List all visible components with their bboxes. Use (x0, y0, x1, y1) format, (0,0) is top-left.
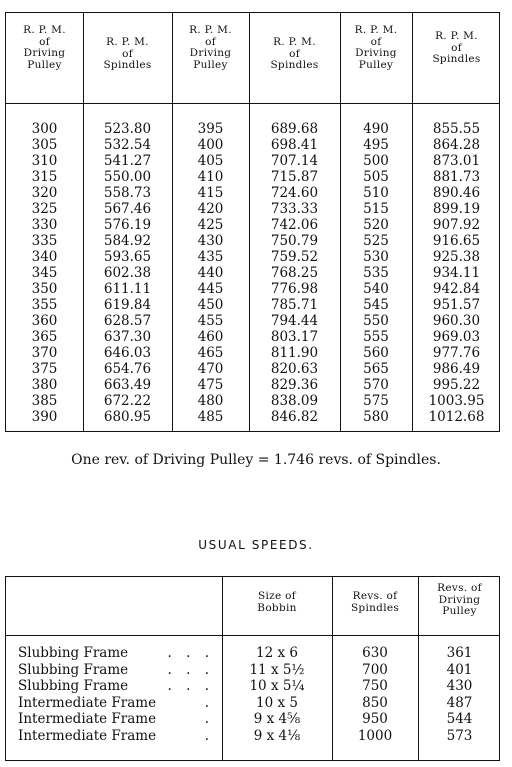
table-cell: 315 (31, 169, 58, 185)
table-cell: 355 (31, 297, 58, 313)
table-cell: 663.49 (103, 377, 152, 393)
leader-dots: . . . (167, 678, 214, 694)
table-cell: 440 (197, 265, 224, 281)
spindles-column-2 (249, 121, 340, 425)
table-cell: 520 (363, 217, 389, 233)
table-cell: 545 (363, 297, 389, 313)
frame-name: Intermediate Frame (18, 727, 157, 744)
table-cell: 535 (363, 265, 389, 281)
table-cell: 500 (363, 153, 389, 169)
table-cell: 950 (362, 711, 388, 727)
table-cell: 680.95 (103, 409, 152, 425)
table-cell: 803.17 (270, 329, 319, 345)
table-cell: 565 (363, 361, 389, 377)
usual-speeds-table (5, 576, 500, 761)
table-cell: 698.41 (270, 137, 319, 153)
table-cell: 405 (197, 153, 224, 169)
table-cell: 619.84 (103, 297, 152, 313)
table-cell: 370 (31, 345, 58, 361)
table-cell: 864.28 (432, 137, 481, 153)
table-cell: 907.92 (432, 217, 481, 233)
table-cell: 646.03 (103, 345, 152, 361)
table-cell: 330 (31, 217, 58, 233)
header-rule (6, 103, 499, 104)
table-cell: 544 (446, 711, 473, 727)
table-cell: 495 (363, 137, 389, 153)
table-cell: 934.11 (432, 265, 481, 281)
table-cell: 573 (446, 727, 473, 744)
table-cell: 977.76 (432, 345, 481, 361)
table-cell: 776.98 (270, 281, 319, 297)
table-cell: 9 x 4⅛ (253, 727, 301, 744)
table-cell: 345 (31, 265, 58, 281)
table-cell: 575 (363, 393, 389, 409)
table-cell: 487 (446, 694, 473, 711)
driving-column-1 (6, 121, 83, 425)
table-cell: 550 (363, 313, 389, 329)
table-cell: 310 (31, 153, 58, 169)
table-cell: 558.73 (103, 185, 152, 201)
leader-dots: . (204, 727, 214, 744)
table-cell: 510 (363, 185, 389, 201)
table-cell: 390 (31, 409, 58, 425)
table-row (18, 645, 214, 662)
table-cell: 401 (446, 661, 473, 678)
table-cell: 470 (197, 361, 224, 377)
frame-name: Slubbing Frame (18, 661, 129, 678)
table-cell: 576.19 (103, 217, 152, 233)
table-cell: 750.79 (270, 233, 319, 249)
table-cell: 340 (31, 249, 58, 265)
table-cell: 759.52 (270, 249, 319, 265)
pulley-column (418, 645, 501, 744)
table-cell: 602.38 (103, 265, 152, 281)
frame-name: Intermediate Frame (18, 711, 157, 727)
table-cell: 707.14 (270, 153, 319, 169)
table-cell: 890.46 (432, 185, 481, 201)
table-cell: 325 (31, 201, 58, 217)
table-cell: 515 (363, 201, 389, 217)
frame-name: Slubbing Frame (18, 645, 129, 661)
table-cell: 335 (31, 233, 58, 249)
table-cell: 550.00 (103, 169, 152, 185)
table-cell: 465 (197, 345, 224, 361)
header-spindles: R. P. M. of Spindles (103, 36, 152, 71)
table-cell: 523.80 (103, 121, 152, 137)
table-cell: 969.03 (432, 329, 481, 345)
table-cell: 555 (363, 329, 389, 345)
table-cell: 1012.68 (428, 409, 485, 425)
table-cell: 361 (446, 645, 473, 661)
table-cell: 505 (363, 169, 389, 185)
driving-column-2 (172, 121, 249, 425)
table-cell: 951.57 (432, 297, 481, 313)
leader-dots: . (204, 711, 214, 727)
table-cell: 375 (31, 361, 58, 377)
table-cell: 530 (363, 249, 389, 265)
table-cell: 724.60 (270, 185, 319, 201)
table-cell: 395 (197, 121, 224, 137)
table-cell: 435 (197, 249, 224, 265)
leader-dots: . . . (167, 645, 214, 661)
header-driving-pulley: R. P. M. of Driving Pulley (189, 24, 232, 71)
header-size-of-bobbin: Size of Bobbin (257, 590, 297, 614)
driving-column-3 (340, 121, 412, 425)
usual-speeds-title: USUAL SPEEDS. (198, 538, 314, 552)
header-revs-of-spindles: Revs. of Spindles (350, 590, 400, 614)
ratio-caption: One rev. of Driving Pulley = 1.746 revs. of Spindles. (71, 452, 441, 468)
table-cell: 672.22 (103, 393, 152, 409)
table-cell: 540 (363, 281, 389, 297)
header-revs-of-driving-pulley: Revs. of Driving Pulley (437, 582, 482, 617)
table-cell: 9 x 4⅝ (253, 711, 301, 727)
speeds-table (5, 12, 500, 432)
table-cell: 584.92 (103, 233, 152, 249)
table-cell: 425 (197, 217, 224, 233)
table-cell: 415 (197, 185, 224, 201)
table-cell: 365 (31, 329, 58, 345)
table-cell: 580 (363, 409, 389, 425)
table-row (18, 728, 214, 745)
table-cell: 541.27 (103, 153, 152, 169)
table-cell: 750 (362, 678, 388, 694)
table-cell: 846.82 (270, 409, 319, 425)
table-cell: 995.22 (432, 377, 481, 393)
table-cell: 785.71 (270, 297, 319, 313)
table-cell: 380 (31, 377, 58, 393)
table-cell: 430 (197, 233, 224, 249)
table-cell: 689.68 (270, 121, 319, 137)
table-cell: 916.65 (432, 233, 481, 249)
table-cell: 637.30 (103, 329, 152, 345)
table-cell: 475 (197, 377, 224, 393)
table-cell: 490 (363, 121, 389, 137)
table-cell: 829.36 (270, 377, 319, 393)
table-cell: 410 (197, 169, 224, 185)
table-cell: 593.65 (103, 249, 152, 265)
table-cell: 485 (197, 409, 224, 425)
table-cell: 855.55 (432, 121, 481, 137)
table-cell: 768.25 (270, 265, 319, 281)
table-cell: 630 (362, 645, 388, 661)
table-cell: 873.01 (432, 153, 481, 169)
table-cell: 420 (197, 201, 224, 217)
table-cell: 715.87 (270, 169, 319, 185)
bobbin-column (222, 645, 332, 744)
table-cell: 960.30 (432, 313, 481, 329)
table-cell: 986.49 (432, 361, 481, 377)
table-cell: 430 (446, 678, 473, 694)
table-cell: 899.19 (432, 201, 481, 217)
table-cell: 400 (197, 137, 224, 153)
table-cell: 385 (31, 393, 58, 409)
table-cell: 350 (31, 281, 58, 297)
frame-name: Intermediate Frame (18, 694, 157, 711)
table-cell: 455 (197, 313, 224, 329)
header-spindles: R. P. M. of Spindles (432, 30, 481, 65)
table-cell: 305 (31, 137, 58, 153)
table-cell: 850 (362, 694, 388, 711)
table-cell: 1003.95 (428, 393, 485, 409)
table-cell: 1000 (357, 727, 393, 744)
header-spindles: R. P. M. of Spindles (270, 36, 319, 71)
leader-dots: . (204, 694, 214, 711)
table-cell: 567.46 (103, 201, 152, 217)
table-cell: 570 (363, 377, 389, 393)
header-rule (6, 635, 499, 636)
frame-name: Slubbing Frame (18, 678, 129, 694)
table-row (18, 662, 214, 679)
header-driving-pulley: R. P. M. of Driving Pulley (354, 24, 398, 71)
table-cell: 811.90 (270, 345, 319, 361)
table-cell: 742.06 (270, 217, 319, 233)
table-cell: 560 (363, 345, 389, 361)
table-cell: 532.54 (103, 137, 152, 153)
frame-column (18, 645, 214, 744)
table-cell: 10 x 5 (256, 694, 298, 711)
table-cell: 838.09 (270, 393, 319, 409)
table-row (18, 695, 214, 712)
table-row (18, 711, 214, 728)
header-driving-pulley: R. P. M. of Driving Pulley (23, 24, 66, 71)
table-cell: 820.63 (270, 361, 319, 377)
table-cell: 12 x 6 (256, 645, 298, 661)
spindles-column (332, 645, 418, 744)
table-cell: 480 (197, 393, 224, 409)
table-cell: 460 (197, 329, 224, 345)
table-cell: 881.73 (432, 169, 481, 185)
table-cell: 654.76 (103, 361, 152, 377)
table-cell: 700 (362, 661, 388, 678)
table-cell: 11 x 5½ (249, 661, 305, 678)
table-cell: 320 (31, 185, 58, 201)
leader-dots: . . . (167, 661, 214, 678)
spindles-column-1 (83, 121, 172, 425)
table-cell: 733.33 (270, 201, 319, 217)
table-cell: 525 (363, 233, 389, 249)
spindles-column-3 (412, 121, 501, 425)
table-cell: 10 x 5¼ (249, 678, 305, 694)
table-cell: 628.57 (103, 313, 152, 329)
table-cell: 360 (31, 313, 58, 329)
table-row (18, 678, 214, 695)
table-cell: 445 (197, 281, 224, 297)
table-cell: 794.44 (270, 313, 319, 329)
table-cell: 925.38 (432, 249, 481, 265)
table-cell: 450 (197, 297, 224, 313)
table-cell: 611.11 (103, 281, 152, 297)
table-cell: 942.84 (432, 281, 481, 297)
table-cell: 300 (31, 121, 58, 137)
